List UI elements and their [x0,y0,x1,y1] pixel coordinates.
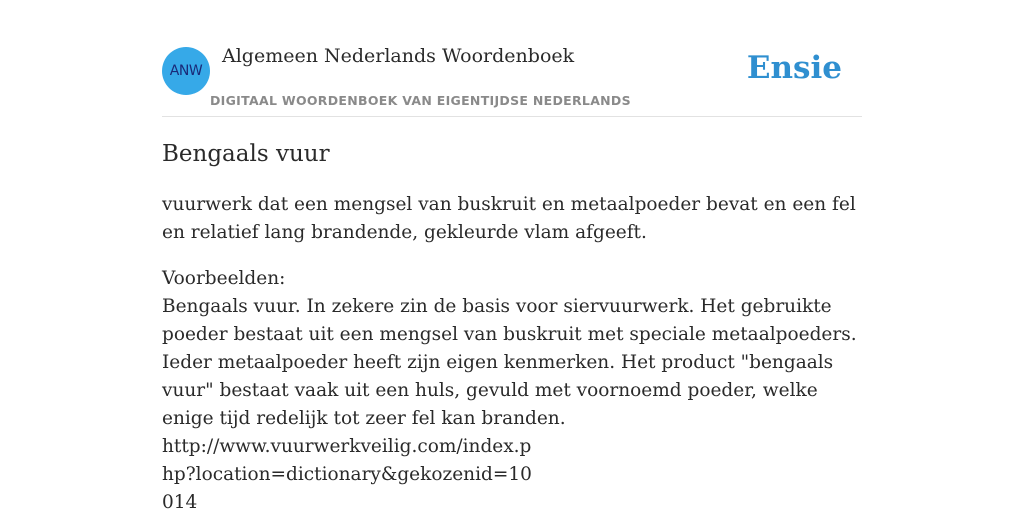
entry-examples [162,265,862,512]
anw-logo-icon[interactable] [162,47,210,95]
entry-content [162,138,862,512]
examples-label: Voorbeelden: [162,268,286,289]
entry-definition: vuurwerk dat een mengsel van buskruit en metaalpoeder bevat en een fel en relatief lang brandende, gekleurde vlam afgeeft. [162,194,856,243]
entry-headword: Bengaals vuur [162,141,330,167]
site-title[interactable]: Algemeen Nederlands Woordenboek [222,45,575,67]
site-subtitle: DIGITAAL WOORDENBOEK VAN EIGENTIJDSE NEDERLANDS [210,93,631,108]
example-text: Bengaals vuur. In zekere zin de basis voor siervuurwerk. Het gebruikte poeder bestaat uit een mengsel van buskruit met speciale metaalpoeders. Ieder metaalpoeder heeft zijn eigen kenmerken. Het product "bengaals vuur" bestaat vaak uit een huls, gevuld met voornoemd poeder, welke enige tijd redelijk tot zeer fel kan branden. [162,296,857,429]
site-header [162,40,862,117]
logo-text: ANW [169,63,203,79]
example-source-url: http://www.vuurwerkveilig.com/index.php?location=dictionary&gekozenid=10014 [162,436,532,512]
ensie-brand-logo[interactable]: Ensie [746,50,842,86]
